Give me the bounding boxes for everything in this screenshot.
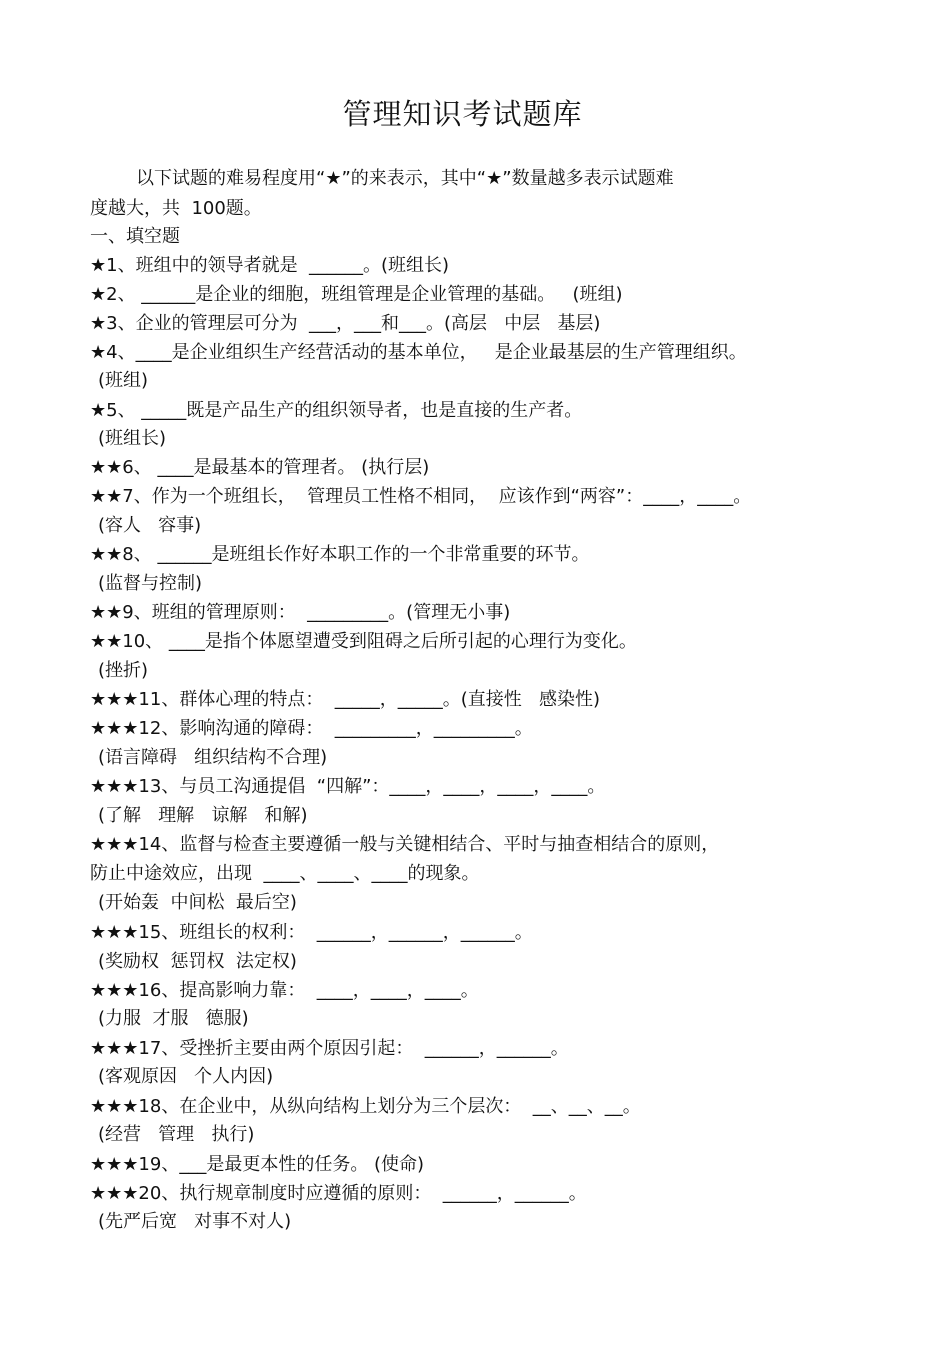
answer-15: (奖励权 惩罚权 法定权) bbox=[98, 951, 297, 972]
question-1: ★1、班组中的领导者就是 ______。(班组长) bbox=[90, 255, 450, 276]
question-2: ★2、 ______是企业的细胞，班组管理是企业管理的基础。 (班组) bbox=[90, 284, 623, 305]
question-6: ★★6、 ____是最基本的管理者。 (执行层) bbox=[90, 457, 430, 478]
question-11: ★★★11、群体心理的特点： _____，_____。(直接性 感染性) bbox=[90, 689, 600, 710]
question-10: ★★10、 ____是指个体愿望遭受到阻碍之后所引起的心理行为变化。 bbox=[90, 631, 637, 652]
question-20: ★★★20、执行规章制度时应遵循的原则： ______，______。 bbox=[90, 1183, 587, 1204]
answer-10: (挫折) bbox=[98, 660, 149, 681]
document-title: 管理知识考试题库 bbox=[342, 97, 583, 131]
answer-7: (容人 容事) bbox=[98, 515, 202, 536]
answer-4: (班组) bbox=[98, 370, 149, 391]
question-16: ★★★16、提高影响力靠： ____，____，____。 bbox=[90, 980, 479, 1001]
question-15: ★★★15、班组长的权利： ______，______，______。 bbox=[90, 922, 533, 943]
question-18: ★★★18、在企业中，从纵向结构上划分为三个层次： __、__、__。 bbox=[90, 1096, 641, 1117]
question-13: ★★★13、与员工沟通提倡 “四解”：____，____，____，____。 bbox=[90, 776, 606, 797]
question-17: ★★★17、受挫折主要由两个原因引起： ______，______。 bbox=[90, 1038, 569, 1059]
answer-5: (班组长) bbox=[98, 428, 167, 449]
question-3: ★3、企业的管理层可分为 ___，___和___。(高层 中层 基层) bbox=[90, 313, 601, 334]
answer-12: (语言障碍 组织结构不合理) bbox=[98, 747, 328, 768]
answer-13: (了解 理解 谅解 和解) bbox=[98, 805, 308, 826]
question-8: ★★8、 ______是班组长作好本职工作的一个非常重要的环节。 bbox=[90, 544, 590, 565]
question-4: ★4、____是企业组织生产经营活动的基本单位， 是企业最基层的生产管理组织。 bbox=[90, 342, 747, 363]
answer-8: (监督与控制) bbox=[98, 573, 203, 594]
question-12: ★★★12、影响沟通的障碍： _________，_________。 bbox=[90, 718, 533, 739]
question-7: ★★7、作为一个班组长， 管理员工性格不相同， 应该作到“两容”：____，____。 bbox=[90, 486, 752, 507]
question-5: ★5、 _____既是产品生产的组织领导者，也是直接的生产者。 bbox=[90, 400, 583, 421]
answer-17: (客观原因 个人内因) bbox=[98, 1066, 274, 1087]
question-14-continued: 防止中途效应，出现 ____、____、____的现象。 bbox=[90, 863, 480, 884]
intro-text-line-2: 度越大，共 100题。 bbox=[90, 198, 262, 219]
answer-14: (开始轰 中间松 最后空) bbox=[98, 892, 297, 913]
question-9: ★★9、班组的管理原则： _________。(管理无小事) bbox=[90, 602, 511, 623]
answer-20: (先严后宽 对事不对人) bbox=[98, 1211, 292, 1232]
question-19: ★★★19、___是最更本性的任务。 (使命) bbox=[90, 1154, 425, 1175]
section-title: 一、填空题 bbox=[90, 226, 180, 247]
answer-16: (力服 才服 德服) bbox=[98, 1008, 249, 1029]
intro-text-line-1: 以下试题的难易程度用“★”的来表示，其中“★”数量越多表示试题难 bbox=[136, 168, 674, 189]
question-14: ★★★14、监督与检查主要遵循一般与关键相结合、平时与抽查相结合的原则， bbox=[90, 834, 720, 855]
answer-18: (经营 管理 执行) bbox=[98, 1124, 255, 1145]
